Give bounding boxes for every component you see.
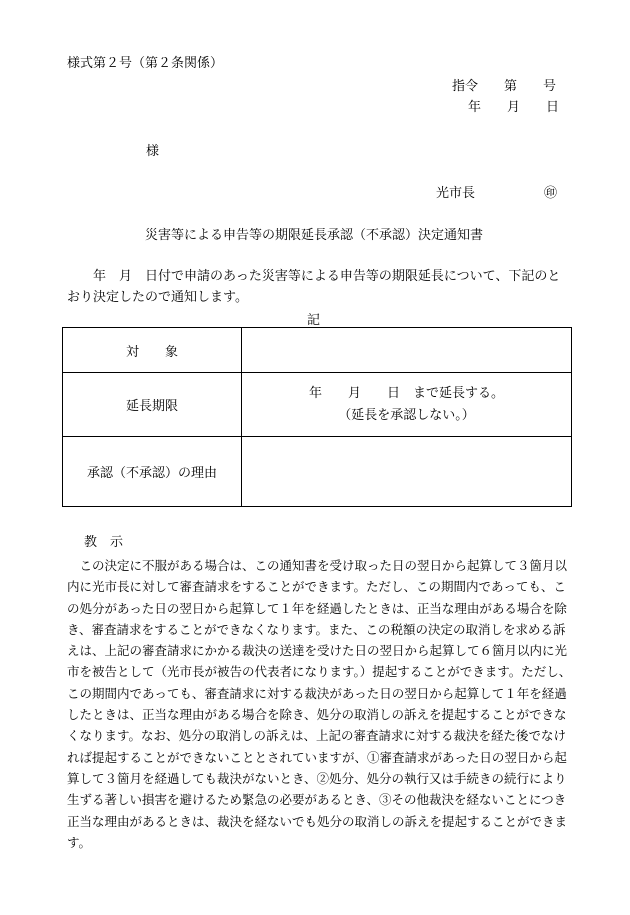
teaching-heading: 教 示 — [84, 535, 124, 550]
teaching-text: この決定に不服がある場合は、この通知書を受け取った日の翌日から起算して３箇月以内に光市長に対して審査請求をすることができます。ただし、この期間内であっても、この処分があった日の翌日から起算して１年を経過したときは、正当な理由がある場合を除き、審査請求をすることができなくなります。また、この税額の決定の取消しを求める訴えは、上記の審査請求にかかる裁決の送達を受けた日の翌日から起算して６箇月以内に光市を被告として（光市長が被告の代表者になります。）提起することができます。ただし、この期間内であっても、審査請求に対する裁決があった日の翌日から起算して１年を経過したときは、正当な理由がある場合を除き、処分の取消しの訴えを提起することができなくなります。なお、処分の取消しの訴えは、上記の審査請求に対する裁決を経た後でなければ提起することができないこととされていますが、①審査請求があった日の翌日から起算して３箇月を経過しても裁決がないとき、②処分、処分の執行又は手続きの続行により生ずる著しい損害を避けるため緊急の必要があるとき、③その他裁決を経ないことにつき正当な理由があるときは、裁決を経ないでも処分の取消しの訴えを提起することができます。 — [67, 558, 572, 850]
extension-denied-line: （延長を承認しない。） — [338, 407, 475, 423]
table-row — [63, 373, 572, 437]
row-label-extension: 延長期限 — [63, 373, 242, 437]
row-value-target — [242, 328, 572, 373]
issuer: 光市長 — [436, 186, 476, 201]
detail-table — [62, 327, 572, 507]
table-row — [63, 328, 572, 373]
document-number: 指令 第 号 — [452, 79, 557, 94]
table-row — [63, 437, 572, 507]
document-title: 災害等による申告等の期限延長承認（不承認）決定通知書 — [145, 228, 484, 243]
row-value-reason — [242, 437, 572, 507]
ki-heading: 記 — [307, 313, 321, 328]
form-number: 様式第２号（第２条関係） — [67, 56, 224, 71]
intro-paragraph: 年 月 日付で申請のあった災害等による申告等の期限延長について、下記のとおり決定したので通知します。 — [67, 269, 561, 305]
teaching-body — [67, 555, 572, 853]
row-value-extension — [242, 373, 572, 437]
row-label-target: 対 象 — [63, 328, 242, 373]
document-date: 年 月 日 — [468, 100, 560, 115]
teaching-indent — [67, 558, 80, 573]
seal-mark: ㊞ — [544, 186, 558, 201]
row-label-reason: 承認（不承認）の理由 — [63, 437, 242, 507]
addressee: 様 — [146, 144, 160, 159]
extension-deadline-line: 年 月 日 まで延長する。 — [308, 385, 504, 401]
